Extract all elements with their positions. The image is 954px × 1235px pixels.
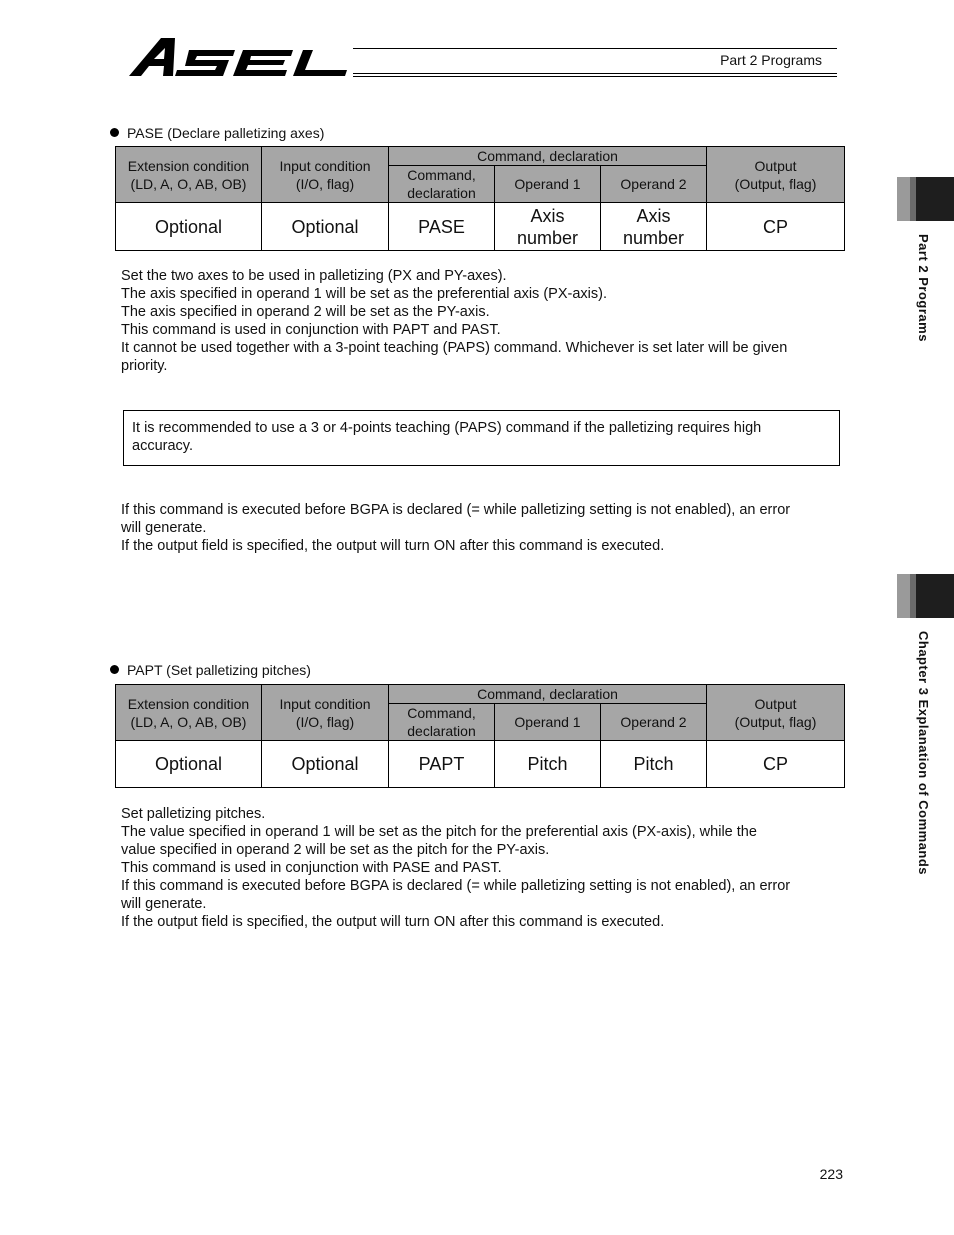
header-output: Output (Output, flag) xyxy=(707,147,845,203)
page-number: 223 xyxy=(819,1166,843,1182)
header-operand1: Operand 1 xyxy=(495,166,601,203)
header-input-condition: Input condition (I/O, flag) xyxy=(262,685,389,741)
note-box: It is recommended to use a 3 or 4-points teaching (PAPS) command if the palletizing requires high accuracy. xyxy=(123,410,840,466)
header-output: Output (Output, flag) xyxy=(707,685,845,741)
command-table-papt xyxy=(115,684,845,788)
header-command-declaration-group: Command, declaration xyxy=(389,685,707,704)
cell-operand2: Axis number xyxy=(601,203,707,251)
cell-command: PAPT xyxy=(389,741,495,788)
section-title-papt: PAPT (Set palletizing pitches) xyxy=(110,662,311,678)
header-operand2: Operand 2 xyxy=(601,166,707,203)
bullet-icon xyxy=(110,128,119,137)
header-rule-bottom xyxy=(353,73,837,74)
header-rule-top xyxy=(353,48,837,49)
description-pase: Set the two axes to be used in palletizing (PX and PY-axes). The axis specified in operand 1 will be set as the preferential axis (PX-axis). The axis specified in operand 2 will be set as the PY-axis. This command is used in conjunction with PAPT and PAST. It cannot be used together with a 3-point teaching (PAPS) command. Whichever is set later will be given priority. xyxy=(121,268,788,374)
description-papt: Set palletizing pitches. The value specified in operand 1 will be set as the pitch for the preferential axis (PX-axis), while the value specified in operand 2 will be set as the pitch for the PY-axis. This command is used in conjunction with PASE and PAST. If this command is executed before BGPA is declared (= while palletizing setting is not enabled), an error will generate. If the output field is specified, the output will turn ON after this command is executed. xyxy=(121,806,791,930)
header-section-label: Part 2 Programs xyxy=(720,52,822,68)
side-tab-chapter xyxy=(897,574,954,618)
command-table-pase xyxy=(115,146,845,251)
header-command-declaration: Command, declaration xyxy=(389,704,495,741)
cell-output: CP xyxy=(707,741,845,788)
header-extension-condition: Extension condition (LD, A, O, AB, OB) xyxy=(116,147,262,203)
side-label-chapter: Chapter 3 Explanation of Commands xyxy=(916,631,931,876)
header-rule-bottom-2 xyxy=(353,76,837,77)
cell-input: Optional xyxy=(262,741,389,788)
cell-operand1: Axis number xyxy=(495,203,601,251)
asel-logo-graphic xyxy=(127,34,349,80)
description-pase-2: If this command is executed before BGPA is declared (= while palletizing setting is not enabled), an error will generate. If the output field is specified, the output will turn ON after this command is executed. xyxy=(121,502,791,554)
section-title-pase: PASE (Declare palletizing axes) xyxy=(110,125,324,141)
cell-operand1: Pitch xyxy=(495,741,601,788)
header-input-condition: Input condition (I/O, flag) xyxy=(262,147,389,203)
side-tab-part xyxy=(897,177,954,221)
cell-input: Optional xyxy=(262,203,389,251)
cell-operand2: Pitch xyxy=(601,741,707,788)
cell-output: CP xyxy=(707,203,845,251)
header-command-declaration: Command, declaration xyxy=(389,166,495,203)
cell-command: PASE xyxy=(389,203,495,251)
header-command-declaration-group: Command, declaration xyxy=(389,147,707,166)
asel-logo xyxy=(127,34,349,80)
bullet-icon xyxy=(110,665,119,674)
header-extension-condition: Extension condition (LD, A, O, AB, OB) xyxy=(116,685,262,741)
side-label-part: Part 2 Programs xyxy=(916,234,931,342)
cell-extension: Optional xyxy=(116,741,262,788)
header-operand1: Operand 1 xyxy=(495,704,601,741)
header-operand2: Operand 2 xyxy=(601,704,707,741)
cell-extension: Optional xyxy=(116,203,262,251)
